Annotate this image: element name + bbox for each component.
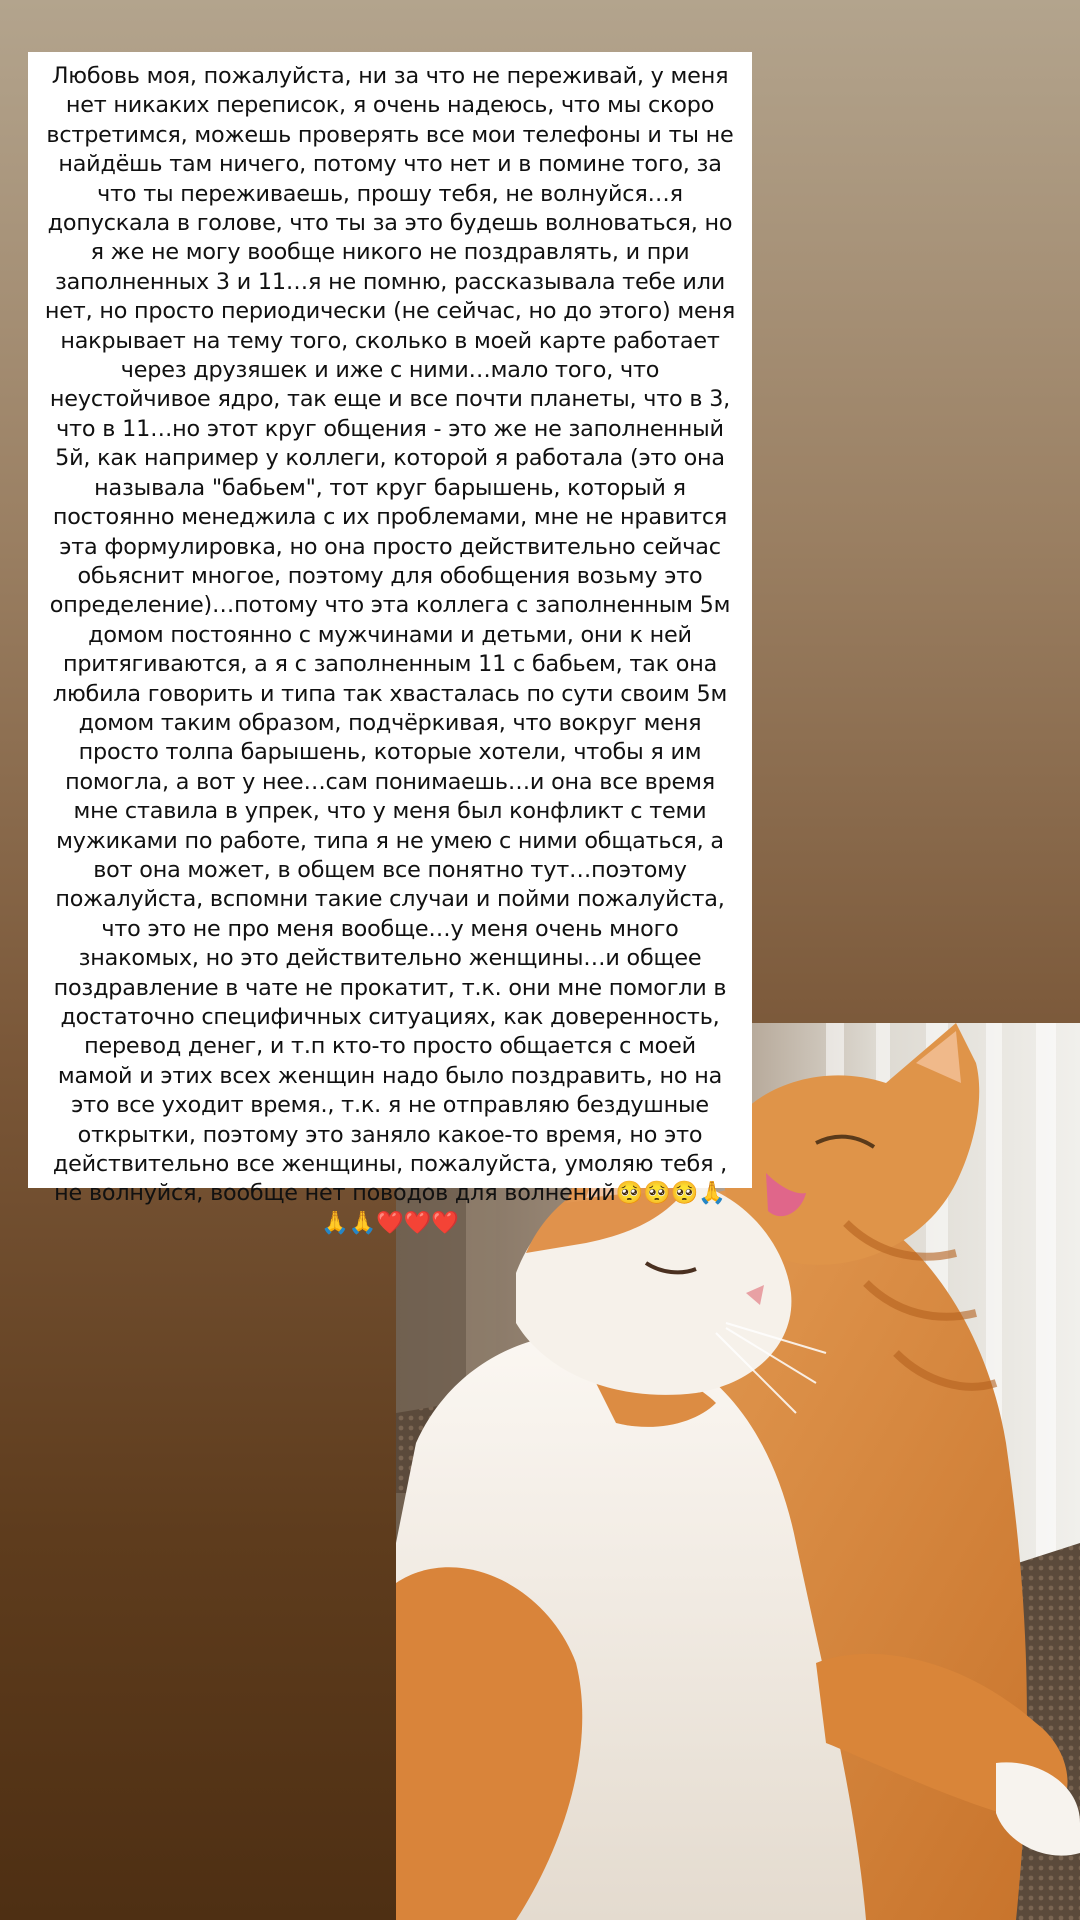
message-text: Любовь моя, пожалуйста, ни за что не переживай, у меня нет никаких переписок, я очень надеюсь, что мы скоро встретимся, можешь проверять все мои телефоны и ты не найдёшь там ничего, потому что нет и в помине того, за что ты переживаешь, прошу тебя, не волнуйся…я допускала в голове, что ты за это будешь волноваться, но я же не могу вообще никого не поздравлять, и при заполненных 3 и 11…я не помню, рассказывала тебе или нет, но просто периодически (не сейчас, но до этого) меня накрывает на тему того, сколько в моей карте работает через друзяшек и иже с ними…мало того, что неустойчивое ядро, так еще и все почти планеты, что в 3, что в 11…но этот круг общения - это же не заполненный 5й, как например у коллеги, которой я работала (это она называла "бабьем", тот круг барышень, который я постоянно менеджила с их проблемами, мне не нравится эта формулировка, но она просто действительно сейчас обьяснит многое, поэтому для обобщения возьму это определение)…потому что эта коллега с заполненным 5м домом постоянно с мужчинами и детьми, они к ней притягиваются, а я с заполненным 11 с бабьем, так она любила говорить и типа так хвасталась по сути своим 5м домом таким образом, подчёркивая, что вокруг меня просто толпа барышень, которые хотели, чтобы я им помогла, а вот у нее…сам понимаешь…и она все время мне ставила в упрек, что у меня был конфликт с теми мужиками по работе, типа я не умею с ними общаться, а вот она может, в общем все понятно тут…поэтому пожалуйста, вспомни такие случаи и пойми пожалуйста, что это не про меня вообще…у меня очень много знакомых, но это действительно женщины…и общее поздравление в чате не прокатит, т.к. они мне помогли в достаточно специфичных ситуациях, как доверенность, перевод денег, и т.п кто-то просто общается с моей мамой и этих всех женщин надо было поздравить, но на это все уходит время., т.к. я не отправляю бездушные открытки, поэтому это заняло какое-то время, но это действительно все женщины, пожалуйста, умоляю тебя , не волнуйся, вообще нет поводов для волнений🥺🥺🥺🙏🙏🙏❤️❤️❤️: [44, 63, 736, 1236]
message-card: [28, 52, 752, 1236]
